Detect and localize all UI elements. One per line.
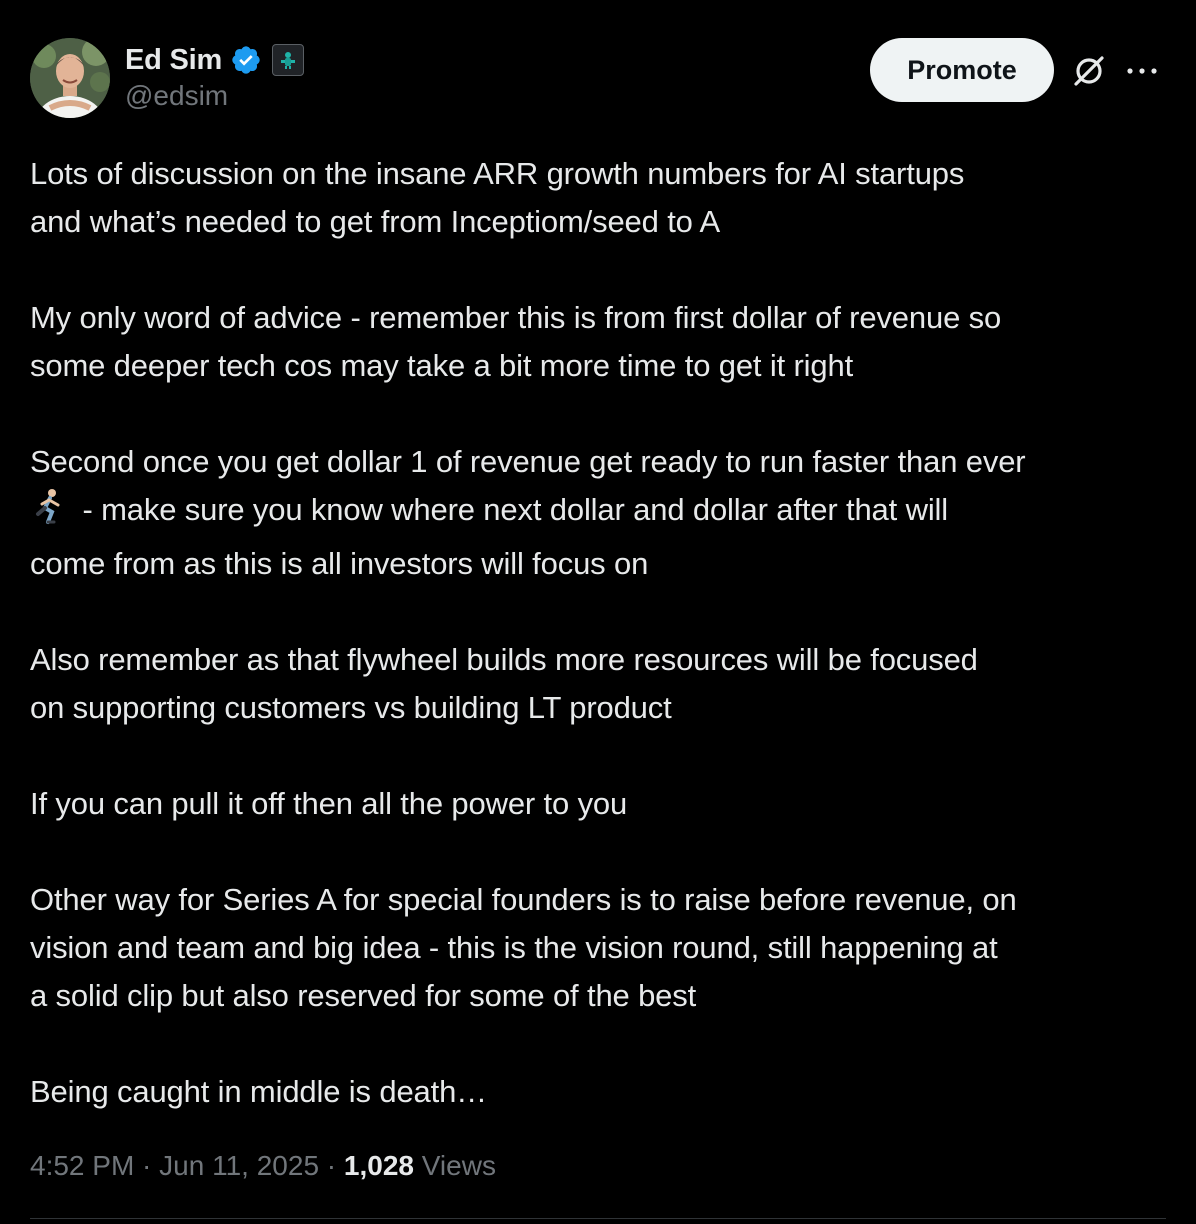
tweet-text [30, 150, 1170, 1116]
tweet-line: Lots of discussion on the insane ARR growth numbers for AI startups [30, 156, 965, 191]
tweet-line: Other way for Series A for special founders is to raise before revenue, on [30, 882, 1017, 917]
meta-separator: · [319, 1150, 344, 1181]
tweet-line-with-emoji [30, 486, 1170, 540]
tweet-line: My only word of advice - remember this is from first dollar of revenue so [30, 300, 1002, 335]
tweet-time[interactable]: 4:52 PM [30, 1150, 135, 1181]
views-label[interactable]: Views [413, 1150, 496, 1181]
tweet-meta [30, 1142, 496, 1190]
meta-separator: · [134, 1150, 160, 1181]
verified-badge-icon[interactable] [230, 44, 262, 76]
tweet-line: Second once you get dollar 1 of revenue get ready to run faster than ever [30, 444, 1026, 479]
tweet-line: Being caught in middle is death… [30, 1074, 488, 1109]
more-icon[interactable] [1124, 56, 1160, 86]
author-handle[interactable]: @edsim [125, 80, 229, 111]
tweet-line: Also remember as that flywheel builds more resources will be focused [30, 642, 978, 677]
tweet-line: on supporting customers vs building LT product [30, 690, 672, 725]
tweet-line: vision and team and big idea - this is the vision round, still happening at [30, 930, 998, 965]
divider [30, 1218, 1166, 1219]
tweet-line: - make sure you know where next dollar and dollar after that will [74, 492, 949, 527]
promote-button[interactable]: Promote [870, 38, 1054, 102]
tweet-date[interactable]: Jun 11, 2025 [159, 1150, 320, 1181]
views-count[interactable]: 1,028 [343, 1150, 414, 1181]
tweet-line: some deeper tech cos may take a bit more time to get it right [30, 348, 854, 383]
grok-icon[interactable] [1068, 50, 1110, 92]
tweet-line: If you can pull it off then all the power to you [30, 786, 628, 821]
avatar[interactable] [30, 38, 110, 118]
author-display-name[interactable]: Ed Sim [125, 43, 223, 76]
affiliate-badge-icon[interactable] [272, 44, 304, 76]
tweet-line: come from as this is all investors will focus on [30, 546, 649, 581]
running-man-emoji [30, 486, 74, 540]
tweet-line: and what’s needed to get from Inceptiom/seed to A [30, 204, 721, 239]
tweet-line: a solid clip but also reserved for some of the best [30, 978, 697, 1013]
author-header [125, 40, 304, 80]
